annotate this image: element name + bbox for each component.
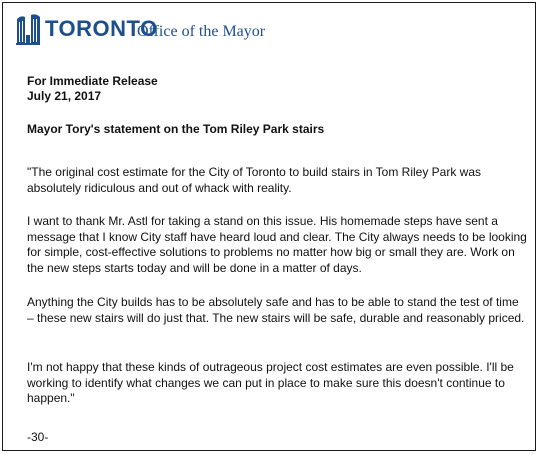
release-date: July 21, 2017 <box>27 89 102 103</box>
headline: Mayor Tory's statement on the Tom Riley Park stairs <box>27 122 325 136</box>
press-release-document <box>2 2 536 451</box>
logo-wordmark: TORONTO <box>45 16 158 41</box>
paragraph: "The original cost estimate for the City of Toronto to build stairs in Tom Riley Park was absolutely ridiculous and out of whack with reality. <box>27 165 482 195</box>
paragraph: I want to thank Mr. Astl for taking a stand on this issue. His homemade steps have sent a message that I know City staff have heard loud and clear. The City always needs to be looking for simple, cost-effective solutions to problems no matter how big or small they are. Work on the new steps starts today and will be done in a matter of days. <box>27 214 527 275</box>
end-mark: -30- <box>27 430 49 444</box>
office-of-the-mayor-title: Office of the Mayor <box>137 23 266 40</box>
release-label: For Immediate Release <box>27 74 158 88</box>
city-of-toronto-logo <box>15 13 275 45</box>
city-hall-icon <box>15 13 41 45</box>
paragraph: Anything the City builds has to be absolutely safe and has to be able to stand the test of time – these new stairs will do just that. The new stairs will be safe, durable and reasonably priced. <box>27 295 525 325</box>
paragraph: I'm not happy that these kinds of outrageous project cost estimates are even possible. I'll be working to identify what changes we can put in place to make sure this doesn't continue to happen." <box>27 360 514 405</box>
